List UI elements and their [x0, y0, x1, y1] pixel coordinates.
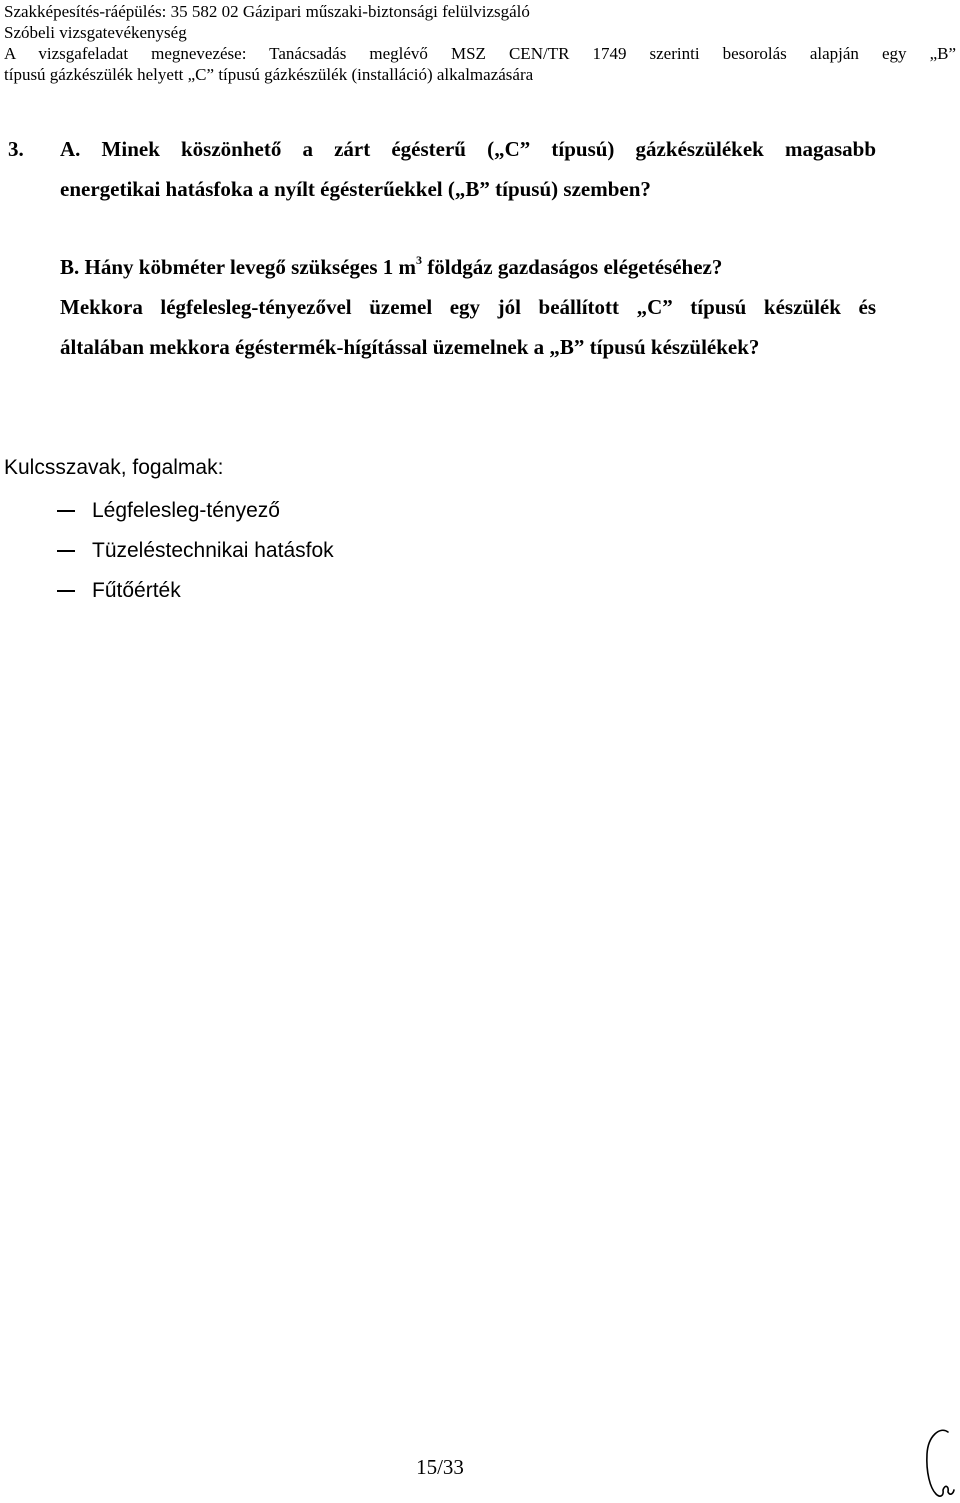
page-number: 15/33	[416, 1455, 464, 1479]
question-number: 3.	[8, 137, 24, 161]
keywords-list	[57, 491, 334, 611]
dash-bullet-icon	[57, 550, 75, 552]
handwritten-signature-icon	[918, 1424, 956, 1500]
question-b-label: B.	[60, 255, 80, 279]
question-a	[8, 129, 876, 209]
keyword-item	[57, 571, 334, 611]
header-qualification: Szakképesítés-ráépülés: 35 582 02 Gázipari műszaki-biztonsági felülvizsgáló	[4, 2, 530, 21]
header-exam-activity: Szóbeli vizsgatevékenység	[4, 23, 187, 42]
superscript-three: 3	[416, 253, 423, 267]
keyword-label: Légfelesleg-tényező	[92, 499, 280, 522]
keyword-label: Tüzeléstechnikai hatásfok	[92, 539, 334, 562]
question-b-line1: B. Hány köbméter levegő szükséges 1 $m^3$ földgáz gazdaságos elégetéséhez?	[60, 253, 723, 279]
header-task-name: A vizsgafeladat megnevezése: Tanácsadás meglévő MSZ CEN/TR 1749 szerinti besorolás alapján egy „B”	[4, 44, 956, 63]
keyword-label: Fűtőérték	[92, 579, 181, 602]
question-a-label: A.	[60, 137, 81, 161]
keywords-title: Kulcsszavak, fogalmak:	[4, 456, 224, 479]
question-b	[8, 247, 876, 367]
page-header	[4, 1, 956, 85]
question-a-line1: Minek köszönhető a zárt égésterű („C” típusú) gázkészülékek magasabb	[101, 137, 877, 161]
question-a-line2: energetikai hatásfoka a nyílt égésterűekkel („B” típusú) szemben?	[60, 177, 651, 201]
dash-bullet-icon	[57, 510, 75, 512]
keyword-item	[57, 491, 334, 531]
keyword-item	[57, 531, 334, 571]
question-b-line2: Mekkora légfelesleg-tényezővel üzemel egy jól beállított „C” típusú készülék és	[60, 295, 876, 319]
header-task-name-continued: típusú gázkészülék helyett „C” típusú gázkészülék (installáció) alkalmazására	[4, 65, 534, 84]
question-b-line3: általában mekkora égéstermék-hígítással üzemelnek a „B” típusú készülékek?	[60, 335, 760, 359]
dash-bullet-icon	[57, 590, 75, 592]
